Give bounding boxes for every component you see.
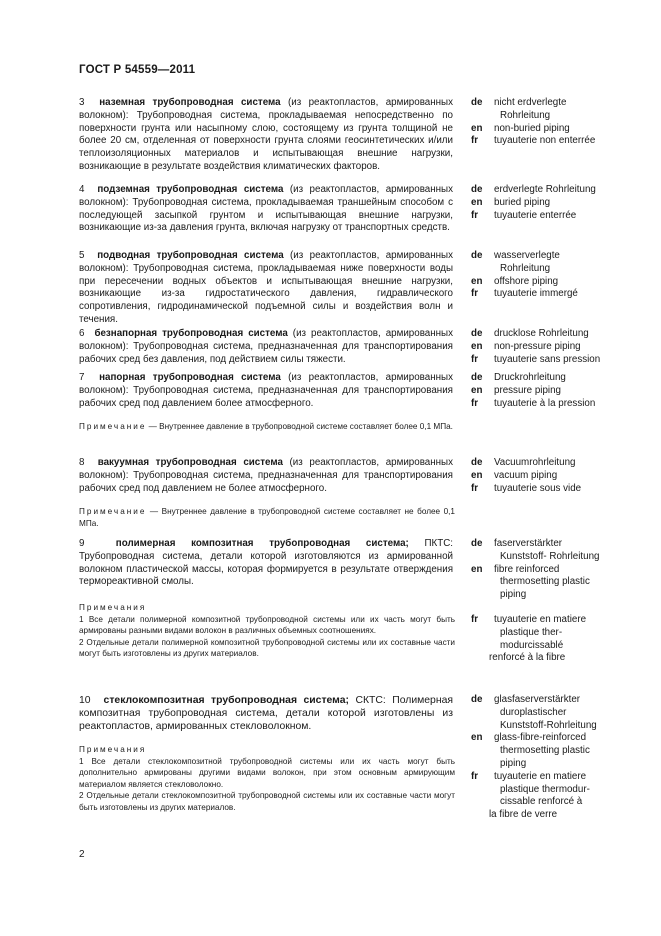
lang-code-de: de xyxy=(471,328,483,339)
note-9 xyxy=(79,602,455,660)
lang-code-fr: fr xyxy=(471,397,479,409)
entry-term: подземная трубопроводная система xyxy=(97,184,284,195)
lang-code-en: en xyxy=(471,732,483,744)
entry-text: СКТС: Полимерная композитная трубопроводная система, детали которой изготовлены из реактопластов, армированных стекловолокном. xyxy=(79,695,453,732)
term-de: nicht erdverlegte xyxy=(494,97,567,108)
lang-code-en: en xyxy=(471,122,483,134)
entry-translations xyxy=(471,694,661,822)
entry-translations xyxy=(471,457,661,495)
entry-term: напорная трубопроводная система xyxy=(99,372,281,383)
term-fr-cont: plastique ther- xyxy=(500,626,563,638)
entry-number: 6 xyxy=(79,328,85,339)
note-10 xyxy=(79,744,455,814)
term-de-cont: Kunststoff-Rohrleitung xyxy=(500,719,597,731)
lang-code-fr: fr xyxy=(471,353,479,365)
entry-translations xyxy=(471,250,661,301)
entry-translations xyxy=(471,372,661,410)
term-en-cont: piping xyxy=(500,757,527,769)
lang-code-fr: fr xyxy=(471,209,479,221)
term-en: vacuum piping xyxy=(494,469,558,481)
term-fr: tuyauterie immergé xyxy=(494,288,578,300)
term-fr: tuyauterie sous vide xyxy=(494,482,582,494)
term-de: wasserverlegte xyxy=(494,250,560,261)
entry-text: ПКТС: Трубопроводная система, детали которой изготовляются из армированной волокном пластической массы, которая формируется в результате отверждения термореактивной смолы. xyxy=(79,538,453,588)
entry-definition xyxy=(79,538,453,589)
note-7 xyxy=(79,421,455,433)
term-en-cont: piping xyxy=(500,589,527,601)
term-en-cont: thermosetting plastic xyxy=(500,745,590,757)
term-fr-cont: plastique thermodur- xyxy=(500,783,590,795)
lang-code-fr: fr xyxy=(471,613,479,625)
lang-code-en: en xyxy=(471,469,483,481)
term-fr-cont: modurcissablé xyxy=(500,639,564,651)
page-number: 2 xyxy=(79,849,85,860)
note-item-2: 2 Отдельные детали полимерной композитной трубопроводной системы или их составные части могут быть изготовлены из других материалов. xyxy=(79,637,455,659)
entry-translations xyxy=(471,184,661,222)
entry-definition xyxy=(79,97,453,174)
term-de-cont: Rohrleitung xyxy=(500,262,551,274)
lang-code-en: en xyxy=(471,275,483,287)
lang-code-en: en xyxy=(471,563,483,575)
entry-term: безнапорная трубопроводная система xyxy=(94,328,288,339)
term-de: erdverlegte Rohrleitung xyxy=(494,184,596,195)
lang-code-de: de xyxy=(471,694,483,705)
entry-text: (из реактопластов, армированных волокном): Трубопроводная система, прокладываемая непосредственно по поверхности грунта или насыпному слою, состоящему из грунта толщиной не более 20 см, отделенная от поверхности грунта слоями геосинтетических и/или теплоизоляционных материалов и испытывающая внешние нагрузки, возникающие в результате воздействия климатических факторов. xyxy=(79,97,453,172)
entry-text: (из реактопластов, армированных волокном): Трубопроводная система, предназначенная для транспортирования рабочих сред без давления, под действием силы тяжести. xyxy=(79,328,454,365)
term-en: pressure piping xyxy=(494,384,561,396)
entry-number: 10 xyxy=(79,695,91,706)
lang-code-en: en xyxy=(471,340,483,352)
note-text: — Внутреннее давление в трубопроводной системе составляет более 0,1 МПа. xyxy=(146,422,453,431)
term-fr-cont: renforcé à la fibre xyxy=(489,652,566,664)
term-de: glasfaserverstärkter xyxy=(494,694,581,705)
term-fr: tuyauterie non enterrée xyxy=(494,135,596,147)
term-de: faserverstärkter xyxy=(494,538,563,549)
lang-code-de: de xyxy=(471,372,483,383)
note-item-1: 1 Все детали полимерной композитной трубопроводной системы или их часть могут быть армированы разными видами волокон в различных объемных соотношениях. xyxy=(79,614,455,636)
term-en: fibre reinforced xyxy=(494,563,560,575)
note-item-1: 1 Все детали стеклокомпозитной трубопроводной системы или их часть могут быть дополнительно армированы другими видами волокон, при этом основным армирующим материалом является стекловолокно. xyxy=(79,756,455,789)
term-fr: tuyauterie en matiere xyxy=(494,770,587,782)
term-en: offshore piping xyxy=(494,275,559,287)
entry-definition xyxy=(79,694,453,733)
entry-number: 8 xyxy=(79,457,85,468)
entry-term: стеклокомпозитная трубопроводная система; xyxy=(103,695,349,706)
entry-number: 3 xyxy=(79,97,85,108)
term-de: drucklose Rohrleitung xyxy=(494,328,589,339)
entry-term: вакуумная трубопроводная система xyxy=(97,457,283,468)
entry-text: (из реактопластов, армированных волокном): Трубопроводная система, прокладываемая траншейным способом с последующей засыпкой грунтом и испытывающая внешние нагрузки, возникающие из-за давления грунта, включая нагрузку от транспортных средств. xyxy=(79,184,453,234)
term-fr: tuyauterie à la pression xyxy=(494,397,596,409)
lang-code-fr: fr xyxy=(471,288,479,300)
term-fr-cont: la fibre de verre xyxy=(489,809,558,821)
term-fr-cont: cissable renforcé à xyxy=(500,796,583,808)
entry-text: (из реактопластов, армированных волокном): Трубопроводная система, предназначенная для транспортирования рабочих сред под давлением более атмосферного. xyxy=(79,372,453,409)
entry-definition xyxy=(79,457,453,495)
note-label: Примечание xyxy=(79,422,147,431)
entry-number: 9 xyxy=(79,538,85,549)
entry-translations xyxy=(471,97,661,148)
term-de-cont: duroplastischer xyxy=(500,706,567,718)
entry-translations xyxy=(471,538,661,665)
entry-translations xyxy=(471,328,661,366)
note-label: Примечания xyxy=(79,603,147,612)
note-8 xyxy=(79,506,455,529)
note-text: — Внутреннее давление в трубопроводной системе составляет не более 0,1 МПа. xyxy=(79,507,455,528)
note-label: Примечание xyxy=(79,507,147,516)
term-de-cont: Kunststoff- Rohrleitung xyxy=(500,550,600,562)
lang-code-de: de xyxy=(471,457,483,468)
lang-code-fr: fr xyxy=(471,482,479,494)
term-de-cont: Rohrleitung xyxy=(500,109,551,121)
note-item-2: 2 Отдельные детали стеклокомпозитной трубопроводной системы или их составные части могут быть изготовлены из других материалов. xyxy=(79,791,455,812)
term-de: Vacuumrohrleitung xyxy=(494,457,576,468)
entry-number: 7 xyxy=(79,372,85,383)
lang-code-fr: fr xyxy=(471,135,479,147)
term-fr: tuyauterie sans pression xyxy=(494,353,601,365)
term-en: non-pressure piping xyxy=(494,340,581,352)
term-en: glass-fibre-reinforced xyxy=(494,732,587,744)
entry-term: подводная трубопроводная система xyxy=(97,250,284,261)
lang-code-en: en xyxy=(471,196,483,208)
term-de: Druckrohrleitung xyxy=(494,372,566,383)
term-en: buried piping xyxy=(494,196,551,208)
lang-code-de: de xyxy=(471,97,483,108)
note-label: Примечания xyxy=(79,745,147,754)
term-fr: tuyauterie en matiere xyxy=(494,613,587,625)
entry-definition xyxy=(79,250,453,327)
lang-code-de: de xyxy=(471,250,483,261)
entry-definition xyxy=(79,372,453,410)
term-fr: tuyauterie enterrée xyxy=(494,209,577,221)
entry-text: (из реактопластов, армированных волокном): Трубопроводная система, прокладываемая ниже поверхности воды при пересечении водных объектов и испытывающая внешние нагрузки, возникающие из-за гидростатического давления, гидравлического сопротивления, гидродинамической подъемной силы и воздействия волн и течения. xyxy=(79,250,453,325)
entry-text: (из реактопластов, армированных волокном): Трубопроводная система, предназначенная для транспортирования рабочих сред под давлением не более атмосферного. xyxy=(79,457,453,494)
term-en: non-buried piping xyxy=(494,122,570,134)
lang-code-fr: fr xyxy=(471,770,479,782)
entry-definition xyxy=(79,328,453,366)
entry-term: полимерная композитная трубопроводная система; xyxy=(115,538,409,549)
document-header: ГОСТ Р 54559—2011 xyxy=(79,64,196,76)
entry-definition xyxy=(79,184,453,235)
term-en-cont: thermosetting plastic xyxy=(500,576,590,588)
lang-code-de: de xyxy=(471,184,483,195)
entry-term: наземная трубопроводная система xyxy=(99,97,281,108)
entry-number: 4 xyxy=(79,184,85,195)
lang-code-de: de xyxy=(471,538,483,549)
entry-number: 5 xyxy=(79,250,85,261)
lang-code-en: en xyxy=(471,384,483,396)
